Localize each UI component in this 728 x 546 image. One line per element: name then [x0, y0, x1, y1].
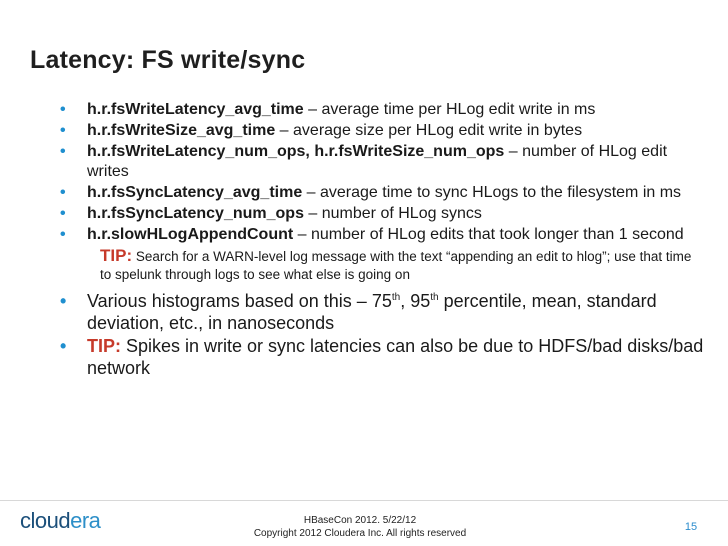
metric-name: h.r.fsWriteLatency_avg_time	[87, 101, 304, 118]
bullet-item	[60, 225, 705, 245]
bullet-item	[60, 183, 705, 203]
bullet-item	[60, 335, 705, 379]
sub-tip	[60, 247, 705, 284]
bullet-icon: •	[60, 205, 66, 222]
bullet-item	[60, 204, 705, 224]
page-number: 15	[684, 521, 698, 533]
histogram-text-suffix: percentile, mean, standard deviation, etc., in nanoseconds	[87, 291, 657, 333]
tip-text: Search for a WARN-level log message with the text “appending an edit to hlog”; use that time to spelunk through logs to see what else is going on	[100, 249, 692, 282]
bullet-icon: •	[60, 143, 66, 160]
metric-description: – number of HLog edits that took longer than 1 second	[293, 226, 684, 243]
metric-name: h.r.fsSyncLatency_avg_time	[87, 184, 303, 201]
footer-event: HBaseCon 2012. 5/22/12	[303, 515, 417, 526]
metric-description: – average time to sync HLogs to the filesystem in ms	[302, 184, 682, 201]
footer-text	[230, 514, 490, 540]
bullet-item	[60, 100, 705, 120]
histogram-text-mid: , 95	[400, 291, 431, 311]
logo-text-part2: era	[70, 508, 101, 533]
tip-label: TIP:	[100, 246, 133, 265]
metric-name: h.r.fsWriteSize_avg_time	[87, 122, 276, 139]
metric-description: – number of HLog edit writes	[87, 143, 668, 180]
tip-text: Spikes in write or sync latencies can also be due to HDFS/bad disks/bad network	[87, 336, 704, 378]
ordinal-suffix: th	[430, 292, 439, 303]
histogram-text-prefix: Various histograms based on this – 75	[87, 291, 392, 311]
ordinal-suffix: th	[391, 292, 401, 303]
cloudera-logo	[20, 508, 100, 534]
metric-name: h.r.fsWriteLatency_num_ops, h.r.fsWriteSize_num_ops	[87, 143, 505, 160]
metric-name: h.r.slowHLogAppendCount	[87, 226, 294, 243]
tip-label: TIP:	[87, 336, 121, 356]
bullet-icon: •	[60, 101, 66, 118]
logo-text-part1: cloud	[20, 508, 71, 533]
bullet-icon: •	[60, 184, 66, 201]
footer-copyright: Copyright 2012 Cloudera Inc. All rights reserved	[253, 528, 467, 539]
metric-description: – number of HLog syncs	[303, 205, 482, 222]
footer-divider	[0, 500, 728, 501]
bullet-icon: •	[60, 122, 66, 139]
bullet-icon: •	[60, 336, 67, 356]
bullet-item	[60, 121, 705, 141]
metric-description: – average time per HLog edit write in ms	[303, 101, 596, 118]
metric-name: h.r.fsSyncLatency_num_ops	[87, 205, 304, 222]
bullet-icon: •	[60, 291, 67, 311]
bullet-list	[60, 100, 705, 380]
slide-title: Latency: FS write/sync	[30, 46, 306, 74]
bullet-item	[60, 290, 705, 334]
metric-description: – average size per HLog edit write in bytes	[275, 122, 583, 139]
bullet-item	[60, 142, 705, 182]
bullet-icon: •	[60, 226, 66, 243]
